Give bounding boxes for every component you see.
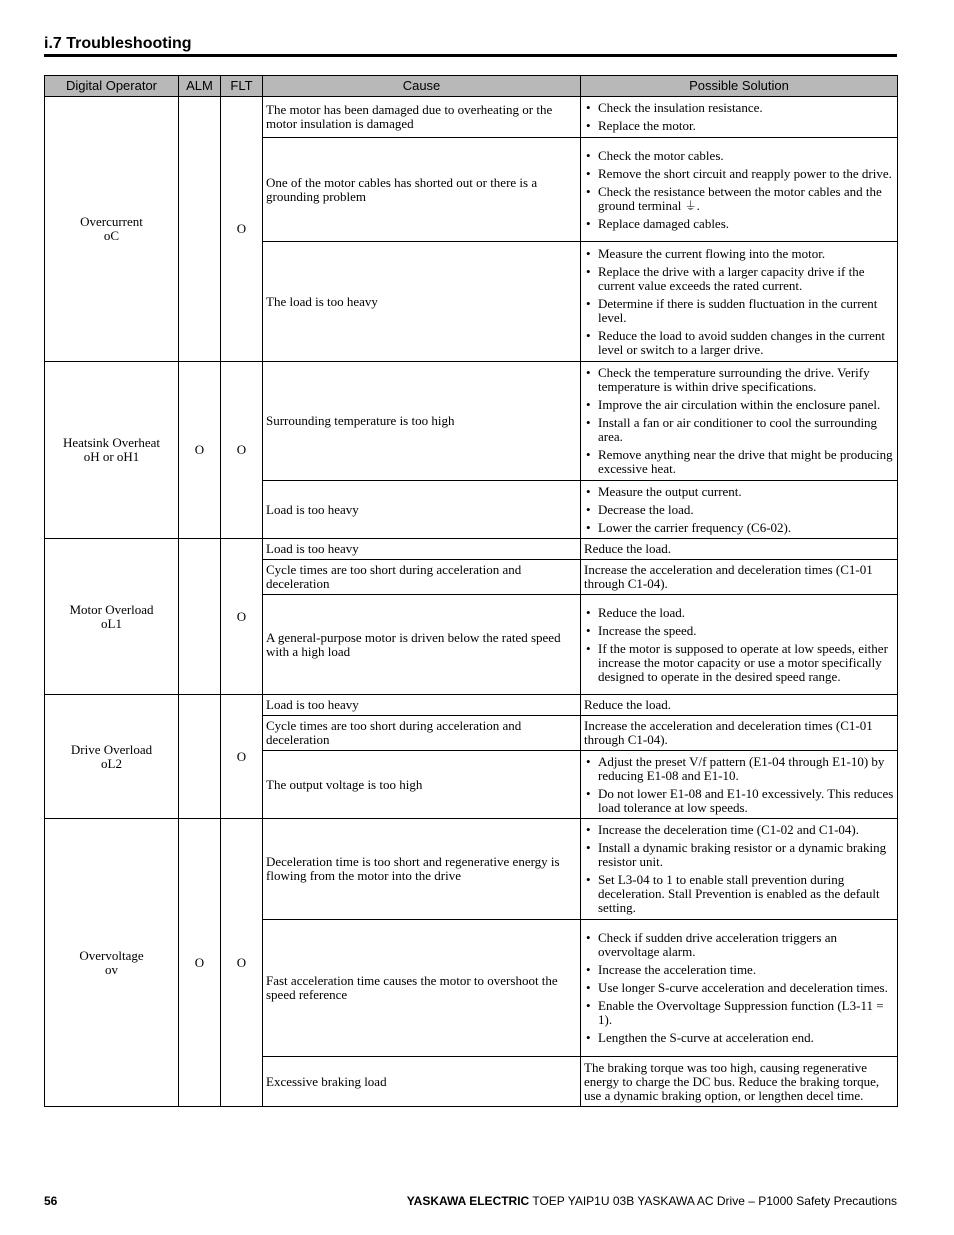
cause-cell: The load is too heavy	[263, 242, 581, 362]
solution-item: • Increase the acceleration time.	[584, 963, 894, 977]
cause-cell: Deceleration time is too short and regenerative energy is flowing from the motor into the drive	[263, 819, 581, 920]
solution-item: • Decrease the load.	[584, 503, 894, 517]
column-header: Possible Solution	[581, 76, 898, 97]
cause-cell: Surrounding temperature is too high	[263, 362, 581, 481]
solution-cell: Reduce the load.	[581, 695, 898, 716]
solution-item: • Enable the Overvoltage Suppression function (L3-11 = 1).	[584, 999, 894, 1027]
page-number: 56	[44, 1194, 58, 1208]
cause-cell: Cycle times are too short during acceleration and deceleration	[263, 716, 581, 751]
table-row	[45, 819, 898, 920]
solution-item: • Set L3-04 to 1 to enable stall prevention during deceleration. Stall Prevention is enabled as the default setting.	[584, 873, 894, 915]
solution-cell	[581, 97, 898, 138]
solution-item: • Lengthen the S-curve at acceleration end.	[584, 1031, 894, 1045]
digital-operator-cell	[45, 539, 179, 695]
fault-name: Overvoltage	[79, 947, 144, 963]
cause-cell: Load is too heavy	[263, 695, 581, 716]
flt-cell: O	[221, 539, 263, 695]
fault-code: oC	[103, 228, 120, 243]
cause-cell: The motor has been damaged due to overheating or the motor insulation is damaged	[263, 97, 581, 138]
alm-cell	[179, 539, 221, 695]
column-header: FLT	[221, 76, 263, 97]
solution-cell: Increase the acceleration and deceleration times (C1-01 through C1-04).	[581, 560, 898, 595]
solution-item: • If the motor is supposed to operate at low speeds, either increase the motor capacity or use a motor specifically designed to operate in the desired speed range.	[584, 642, 894, 684]
alm-cell: O	[179, 819, 221, 1107]
fault-code: oL1	[101, 615, 122, 631]
solution-item: • Improve the air circulation within the enclosure panel.	[584, 398, 894, 412]
solution-item: • Measure the output current.	[584, 485, 894, 499]
solution-cell	[581, 819, 898, 920]
cause-cell: Cycle times are too short during acceleration and deceleration	[263, 560, 581, 595]
fault-code: oL2	[101, 755, 122, 771]
table-row	[45, 539, 898, 560]
fault-code: ov	[105, 961, 118, 977]
column-header: Digital Operator	[45, 76, 179, 97]
table-row	[45, 362, 898, 481]
digital-operator-cell	[45, 97, 179, 362]
solution-item: • Do not lower E1-08 and E1-10 excessively. This reduces load tolerance at low speeds.	[584, 787, 894, 815]
flt-cell: O	[221, 97, 263, 362]
solution-item: • Check the insulation resistance.	[584, 101, 894, 115]
solution-item: • Replace damaged cables.	[584, 217, 894, 231]
solution-item: • Replace the motor.	[584, 119, 894, 133]
table-row	[45, 97, 898, 138]
solution-cell	[581, 481, 898, 539]
flt-cell: O	[221, 695, 263, 819]
solution-item: • Reduce the load.	[584, 606, 894, 620]
solution-cell	[581, 920, 898, 1057]
solution-cell	[581, 751, 898, 819]
flt-cell: O	[221, 362, 263, 539]
digital-operator-cell	[45, 819, 179, 1107]
solution-cell: The braking torque was too high, causing regenerative energy to charge the DC bus. Reduce the braking torque, use a dynamic braking option, or lengthen decel time.	[581, 1057, 898, 1107]
fault-code: oH or oH1	[83, 449, 140, 464]
solution-item: • Determine if there is sudden fluctuation in the current level.	[584, 297, 894, 325]
column-header: ALM	[179, 76, 221, 97]
solution-item: • Reduce the load to avoid sudden changes in the current level or switch to a larger drive.	[584, 329, 894, 357]
solution-cell	[581, 595, 898, 695]
fault-name: Overcurrent	[80, 214, 143, 229]
cause-cell: Excessive braking load	[263, 1057, 581, 1107]
solution-item: • Remove the short circuit and reapply power to the drive.	[584, 167, 894, 181]
solution-item: • Adjust the preset V/f pattern (E1-04 through E1-10) by reducing E1-08 and E1-10.	[584, 755, 894, 783]
cause-cell: Load is too heavy	[263, 481, 581, 539]
digital-operator-cell	[45, 362, 179, 539]
troubleshooting-table	[44, 75, 898, 1107]
footer-doc-info	[407, 1194, 897, 1208]
solution-item: • Replace the drive with a larger capacity drive if the current value exceeds the rated current.	[584, 265, 894, 293]
solution-item: • Use longer S-curve acceleration and deceleration times.	[584, 981, 894, 995]
solution-item: • Install a fan or air conditioner to cool the surrounding area.	[584, 416, 894, 444]
solution-item: • Measure the current flowing into the motor.	[584, 247, 894, 261]
footer-doc-title: TOEP YAIP1U 03B YASKAWA AC Drive – P1000 Safety Precautions	[532, 1194, 897, 1208]
flt-cell: O	[221, 819, 263, 1107]
solution-item: • Check the temperature surrounding the drive. Verify temperature is within drive specifications.	[584, 366, 894, 394]
ground-terminal-icon: ⏚	[684, 198, 697, 213]
header-rule	[44, 54, 897, 57]
solution-item: • Install a dynamic braking resistor or a dynamic braking resistor unit.	[584, 841, 894, 869]
solution-cell: Increase the acceleration and deceleration times (C1-01 through C1-04).	[581, 716, 898, 751]
solution-cell	[581, 138, 898, 242]
alm-cell: O	[179, 362, 221, 539]
solution-item: • Increase the deceleration time (C1-02 and C1-04).	[584, 823, 894, 837]
solution-item: • Check the resistance between the motor cables and the ground terminal ⏚.	[584, 185, 894, 213]
fault-name: Drive Overload	[70, 741, 153, 757]
cause-cell: The output voltage is too high	[263, 751, 581, 819]
solution-item: • Check the motor cables.	[584, 149, 894, 163]
column-header: Cause	[263, 76, 581, 97]
solution-text: Check the resistance between the motor cables and the ground terminal	[598, 183, 882, 213]
cause-cell: Fast acceleration time causes the motor to overshoot the speed reference	[263, 920, 581, 1057]
table-header-row	[45, 76, 898, 97]
cause-cell: Load is too heavy	[263, 539, 581, 560]
cause-cell: One of the motor cables has shorted out or there is a grounding problem	[263, 138, 581, 242]
solution-cell	[581, 242, 898, 362]
alm-cell	[179, 695, 221, 819]
table-row	[45, 695, 898, 716]
solution-cell	[581, 362, 898, 481]
alm-cell	[179, 97, 221, 362]
solution-item: • Lower the carrier frequency (C6-02).	[584, 521, 894, 535]
fault-name: Motor Overload	[69, 601, 154, 617]
solution-cell: Reduce the load.	[581, 539, 898, 560]
fault-name: Heatsink Overheat	[62, 435, 161, 450]
solution-item: • Check if sudden drive acceleration triggers an overvoltage alarm.	[584, 931, 894, 959]
section-title: i.7 Troubleshooting	[44, 35, 192, 52]
footer-brand: YASKAWA ELECTRIC	[406, 1194, 530, 1208]
solution-item: • Remove anything near the drive that might be producing excessive heat.	[584, 448, 894, 476]
solution-item: • Increase the speed.	[584, 624, 894, 638]
digital-operator-cell	[45, 695, 179, 819]
cause-cell: A general-purpose motor is driven below the rated speed with a high load	[263, 595, 581, 695]
